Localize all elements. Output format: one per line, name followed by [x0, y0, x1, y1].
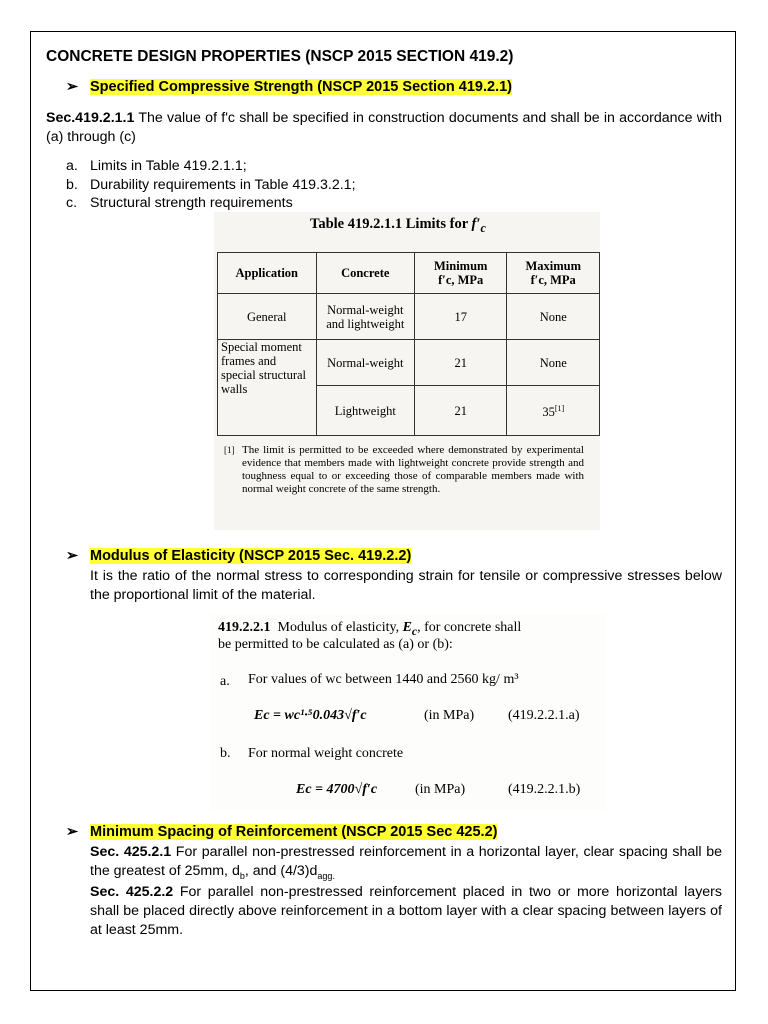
sec-419-2-1-1: Sec.419.2.1.1 The value of f'c shall be specified in construction documents and shall be in accordance with (a) through (c) [46, 110, 722, 145]
arrow-bullet-icon: ➢ [66, 824, 79, 840]
eq-419-2-2-1-b: Ec = 4700√f′c [296, 782, 378, 797]
sec-425-2-2: Sec. 425.2.2 For parallel non-prestressed reinforcement placed in two or more horizontal layers shall be placed directly above reinforcement in a bottom layer with a clear spacing between layers of at least 25mm. [90, 884, 722, 938]
unit-label: (in MPa) [424, 708, 475, 723]
limits-table [217, 252, 600, 436]
eq-ref-a: (419.2.2.1.a) [508, 708, 580, 723]
table-header: Maximum f′c, MPa [507, 253, 600, 294]
mod-b-text: For normal weight concrete [248, 746, 404, 761]
arrow-bullet-icon: ➢ [66, 79, 79, 95]
table-header: Application [218, 253, 317, 294]
mod-b-marker: b. [220, 746, 231, 761]
table-header: Minimum f′c, MPa [415, 253, 507, 294]
table-row: Special moment frames and special structural walls Normal-weight 21 None [218, 340, 600, 386]
table-footnote: [1] The limit is permitted to be exceeded where demonstrated by experimental evidence that members made with lightweight concrete provide strength and toughness equal to or exceeding those of comparable members made with normal weight concrete of the same strength. [224, 444, 584, 495]
table-caption: Table 419.2.1.1 Limits for $f'_c$ [310, 216, 486, 235]
section-heading-compressive: ➢ Specified Compressive Strength (NSCP 2015 Section 419.2.1) [66, 79, 513, 95]
mod-line2: be permitted to be calculated as (a) or (b): [218, 637, 453, 652]
table-header: Concrete [316, 253, 414, 294]
mod-a-text: For values of wc between 1440 and 2560 kg/ m³ [248, 672, 519, 687]
requirements-list [66, 157, 356, 213]
mod-a-marker: a. [220, 674, 230, 689]
sec-425-2-1: Sec. 425.2.1 For parallel non-prestressed reinforcement in a horizontal layer, clear spacing shall be the greatest of 25mm, $d_b$, and $(4/3)d_{agg.}$ [90, 844, 722, 881]
mod-line1: 419.2.2.1 Modulus of elasticity, $E_c$, for concrete shall [218, 620, 522, 638]
list-item: a. Limits in Table 419.2.1.1; [66, 158, 247, 174]
modulus-definition: It is the ratio of the normal stress to corresponding strain for tensile or compressive stresses below the proportional limit of the material. [90, 568, 722, 603]
section-heading-modulus: ➢ Modulus of Elasticity (NSCP 2015 Sec. 419.2.2) [66, 548, 412, 564]
page-title: CONCRETE DESIGN PROPERTIES (NSCP 2015 SECTION 419.2) [46, 48, 514, 65]
eq-ref-b: (419.2.2.1.b) [508, 782, 581, 797]
section-heading-spacing: ➢ Minimum Spacing of Reinforcement (NSCP 2015 Sec 425.2) [66, 824, 498, 840]
list-item: c. Structural strength requirements [66, 195, 293, 211]
table-419-2-1-1 [214, 212, 600, 530]
table-row: General Normal-weight and lightweight 17 None [218, 294, 600, 340]
modulus-equations [210, 614, 606, 810]
unit-label: (in MPa) [415, 782, 466, 797]
list-item: b. Durability requirements in Table 419.3.2.1; [66, 176, 356, 193]
arrow-bullet-icon: ➢ [66, 548, 79, 564]
eq-419-2-2-1-a: Ec = wc¹·⁵0.043√f′c [254, 708, 367, 723]
table-row: Lightweight 21 35[1] [218, 386, 600, 436]
